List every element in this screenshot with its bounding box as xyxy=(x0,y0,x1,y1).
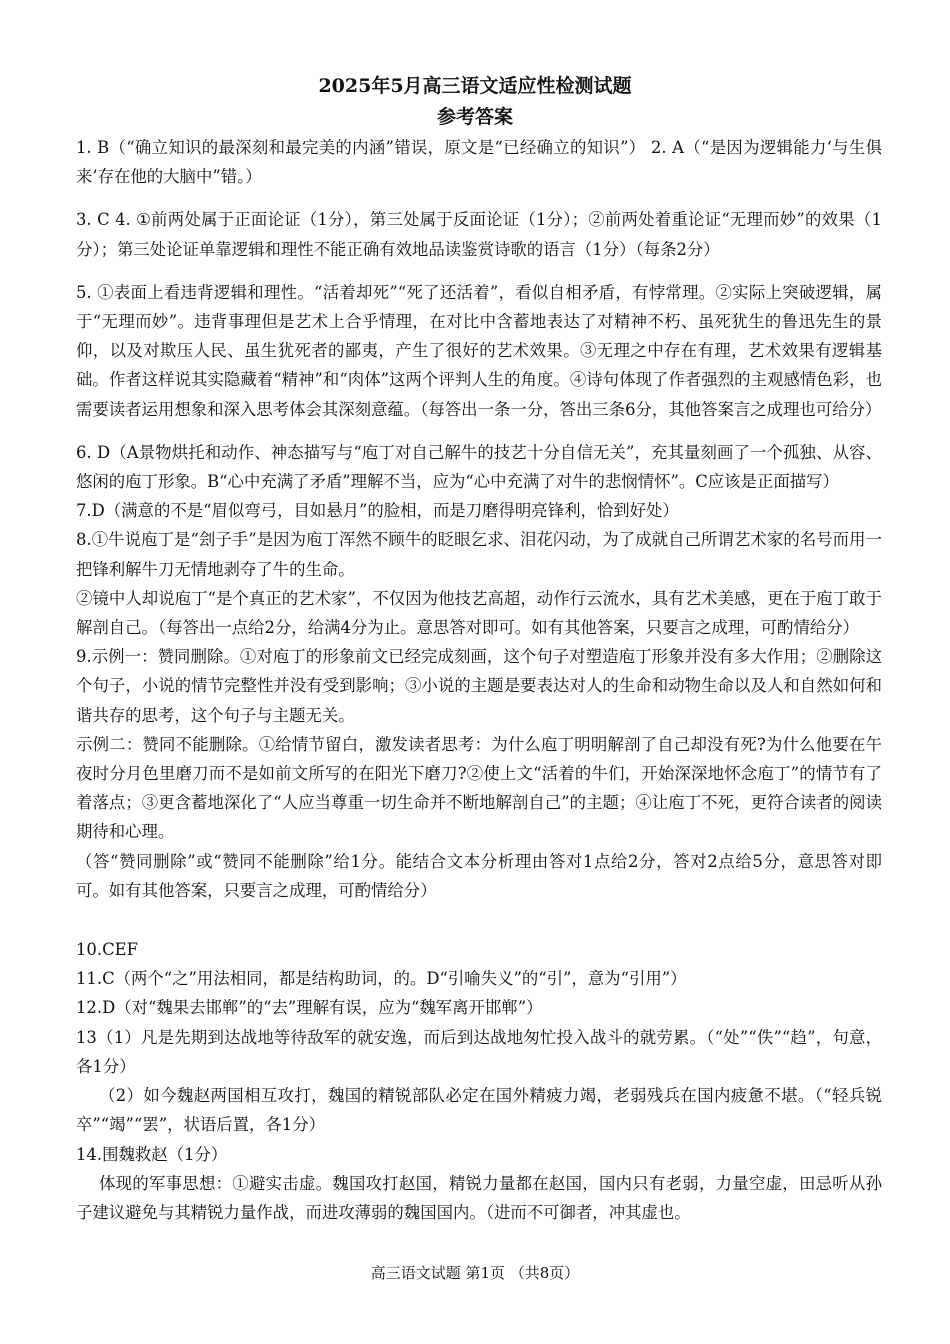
answer-q10: 10.CEF xyxy=(76,940,138,960)
answer-q14-explanation: 体现的军事思想：①避实击虚。魏国攻打赵国，精锐力量都在赵国，国内只有老弱，力量空虚，田忌听从孙子建议避免与其精锐力量作战，而进攻薄弱的魏国国内。（进而不可御者，冲其虚也。 xyxy=(76,1173,882,1222)
page-title: 2025年5月高三语文适应性检测试题 xyxy=(318,75,632,97)
answer-q13-part1: 13（1）凡是先期到达战地等待敌军的就安逸，而后到达战地匆忙投入战斗的就劳累。（“处”“佚”“趋”，句意，各1分） xyxy=(76,1027,882,1076)
answer-q13-part2: （2）如今魏赵两国相互攻打，魏国的精锐部队必定在国外精疲力竭，老弱残兵在国内疲惫不堪。（“轻兵锐卒”“竭”“罢”，状语后置，各1分） xyxy=(76,1086,882,1135)
answer-q3-4: 3. C 4. ①前两处属于正面论证（1分），第三处属于反面论证（1分）；②前两处着重论证“无理而妙”的效果（1分）；第三处论证单靠逻辑和理性不能正确有效地品读鉴赏诗歌的语言（1分）（每条2分） xyxy=(76,210,882,259)
answer-q5: 5. ①表面上看违背逻辑和理性。“活着却死”“死了还活着”，看似自相矛盾，有悖常理。②实际上突破逻辑，属于“无理而妙”。违背事理但是艺术上合乎情理，在对比中含蓄地表达了对精神不朽、虽死犹生的鲁迅先生的景仰，以及对欺压人民、虽生犹死者的鄙夷，产生了很好的艺术效果。③无理之中存在有理，艺术效果有逻辑基础。作者这样说其实隐藏着“精神”和“肉体”这两个评判人生的角度。④诗句体现了作者强烈的主观感情色彩，也需要读者运用想象和深入思考体会其深刻意蕴。（每答出一条一分，答出三条6分，其他答案言之成理也可给分） xyxy=(76,282,882,419)
answer-q14: 14.围魏救赵（1分） xyxy=(76,1144,228,1164)
page-footer: 高三语文试题 第1页 （共8页） xyxy=(370,1264,580,1282)
answer-q12: 12.D（对“魏果去邯郸”的“去”理解有误，应为“魏军离开邯郸”） xyxy=(76,998,543,1018)
answer-q9-example1: 9.示例一：赞同删除。①对庖丁的形象前文已经完成刻画，这个句子对塑造庖丁形象并没有多大作用；②删除这个句子，小说的情节完整性并没有受到影响；③小说的主题是要表达对人的生命和动物生命以及人和自然如何和谐共存的思考，这个句子与主题无关。 xyxy=(76,647,882,725)
answer-q9-example2: 示例二：赞同不能删除。①给情节留白，激发读者思考：为什么庖丁明明解剖了自己却没有死?为什么他要在午夜时分月色里磨刀而不是如前文所写的在阳光下磨刀?②使上文“活着的牛们，开始深深地怀念庖丁”的情节有了着落点；③更含蓄地深化了“人应当尊重一切生命并不断地解剖自己”的主题；④让庖丁不死，更符合读者的阅读期待和心理。 xyxy=(76,734,882,842)
answer-q11: 11.C（两个“之”用法相同，都是结构助词，的。D“引喻失义”的“引”，意为“引用”） xyxy=(76,969,687,989)
answer-q8-part2: ②镜中人却说庖丁“是个真正的艺术家”，不仅因为他技艺高超，动作行云流水，具有艺术美感，更在于庖丁敢于解剖自己。（每答出一点给2分，给满4分为止。意思答对即可。如有其他答案，只要言之成理，可酌情给分） xyxy=(76,588,882,638)
answer-q7: 7.D（满意的不是“眉似弯弓，目如悬月”的脸相，而是刀磨得明亮锋利，恰到好处） xyxy=(76,501,679,521)
page-subtitle: 参考答案 xyxy=(436,106,513,128)
answer-q9-scoring: （答“赞同删除”或“赞同不能删除”给1分。能结合文本分析理由答对1点给2分，答对2点给5分，意思答对即可。如有其他答案，只要言之成理，可酌情给分） xyxy=(76,851,882,900)
answer-q1-2: 1. B（“确立知识的最深刻和最完美的内涵”错误，原文是“已经确立的知识”） 2. A（“是因为逻辑能力‘与生俱来’存在他的大脑中”错。） xyxy=(76,138,882,187)
answer-q6: 6. D（A景物烘托和动作、神态描写与“庖丁对自己解牛的技艺十分自信无关”，充其量刻画了一个孤独、从容、悠闲的庖丁形象。B“心中充满了矛盾”理解不当，应为“心中充满了对牛的悲悯情怀”。C应该是正面描写） xyxy=(76,442,882,492)
answer-body xyxy=(76,133,882,1227)
answer-q8-part1: 8.①牛说庖丁是“刽子手”是因为庖丁浑然不顾牛的眨眼乞求、泪花闪动，为了成就自己所谓艺术家的名号而用一把锋利解牛刀无情地剥夺了牛的生命。 xyxy=(76,530,882,579)
